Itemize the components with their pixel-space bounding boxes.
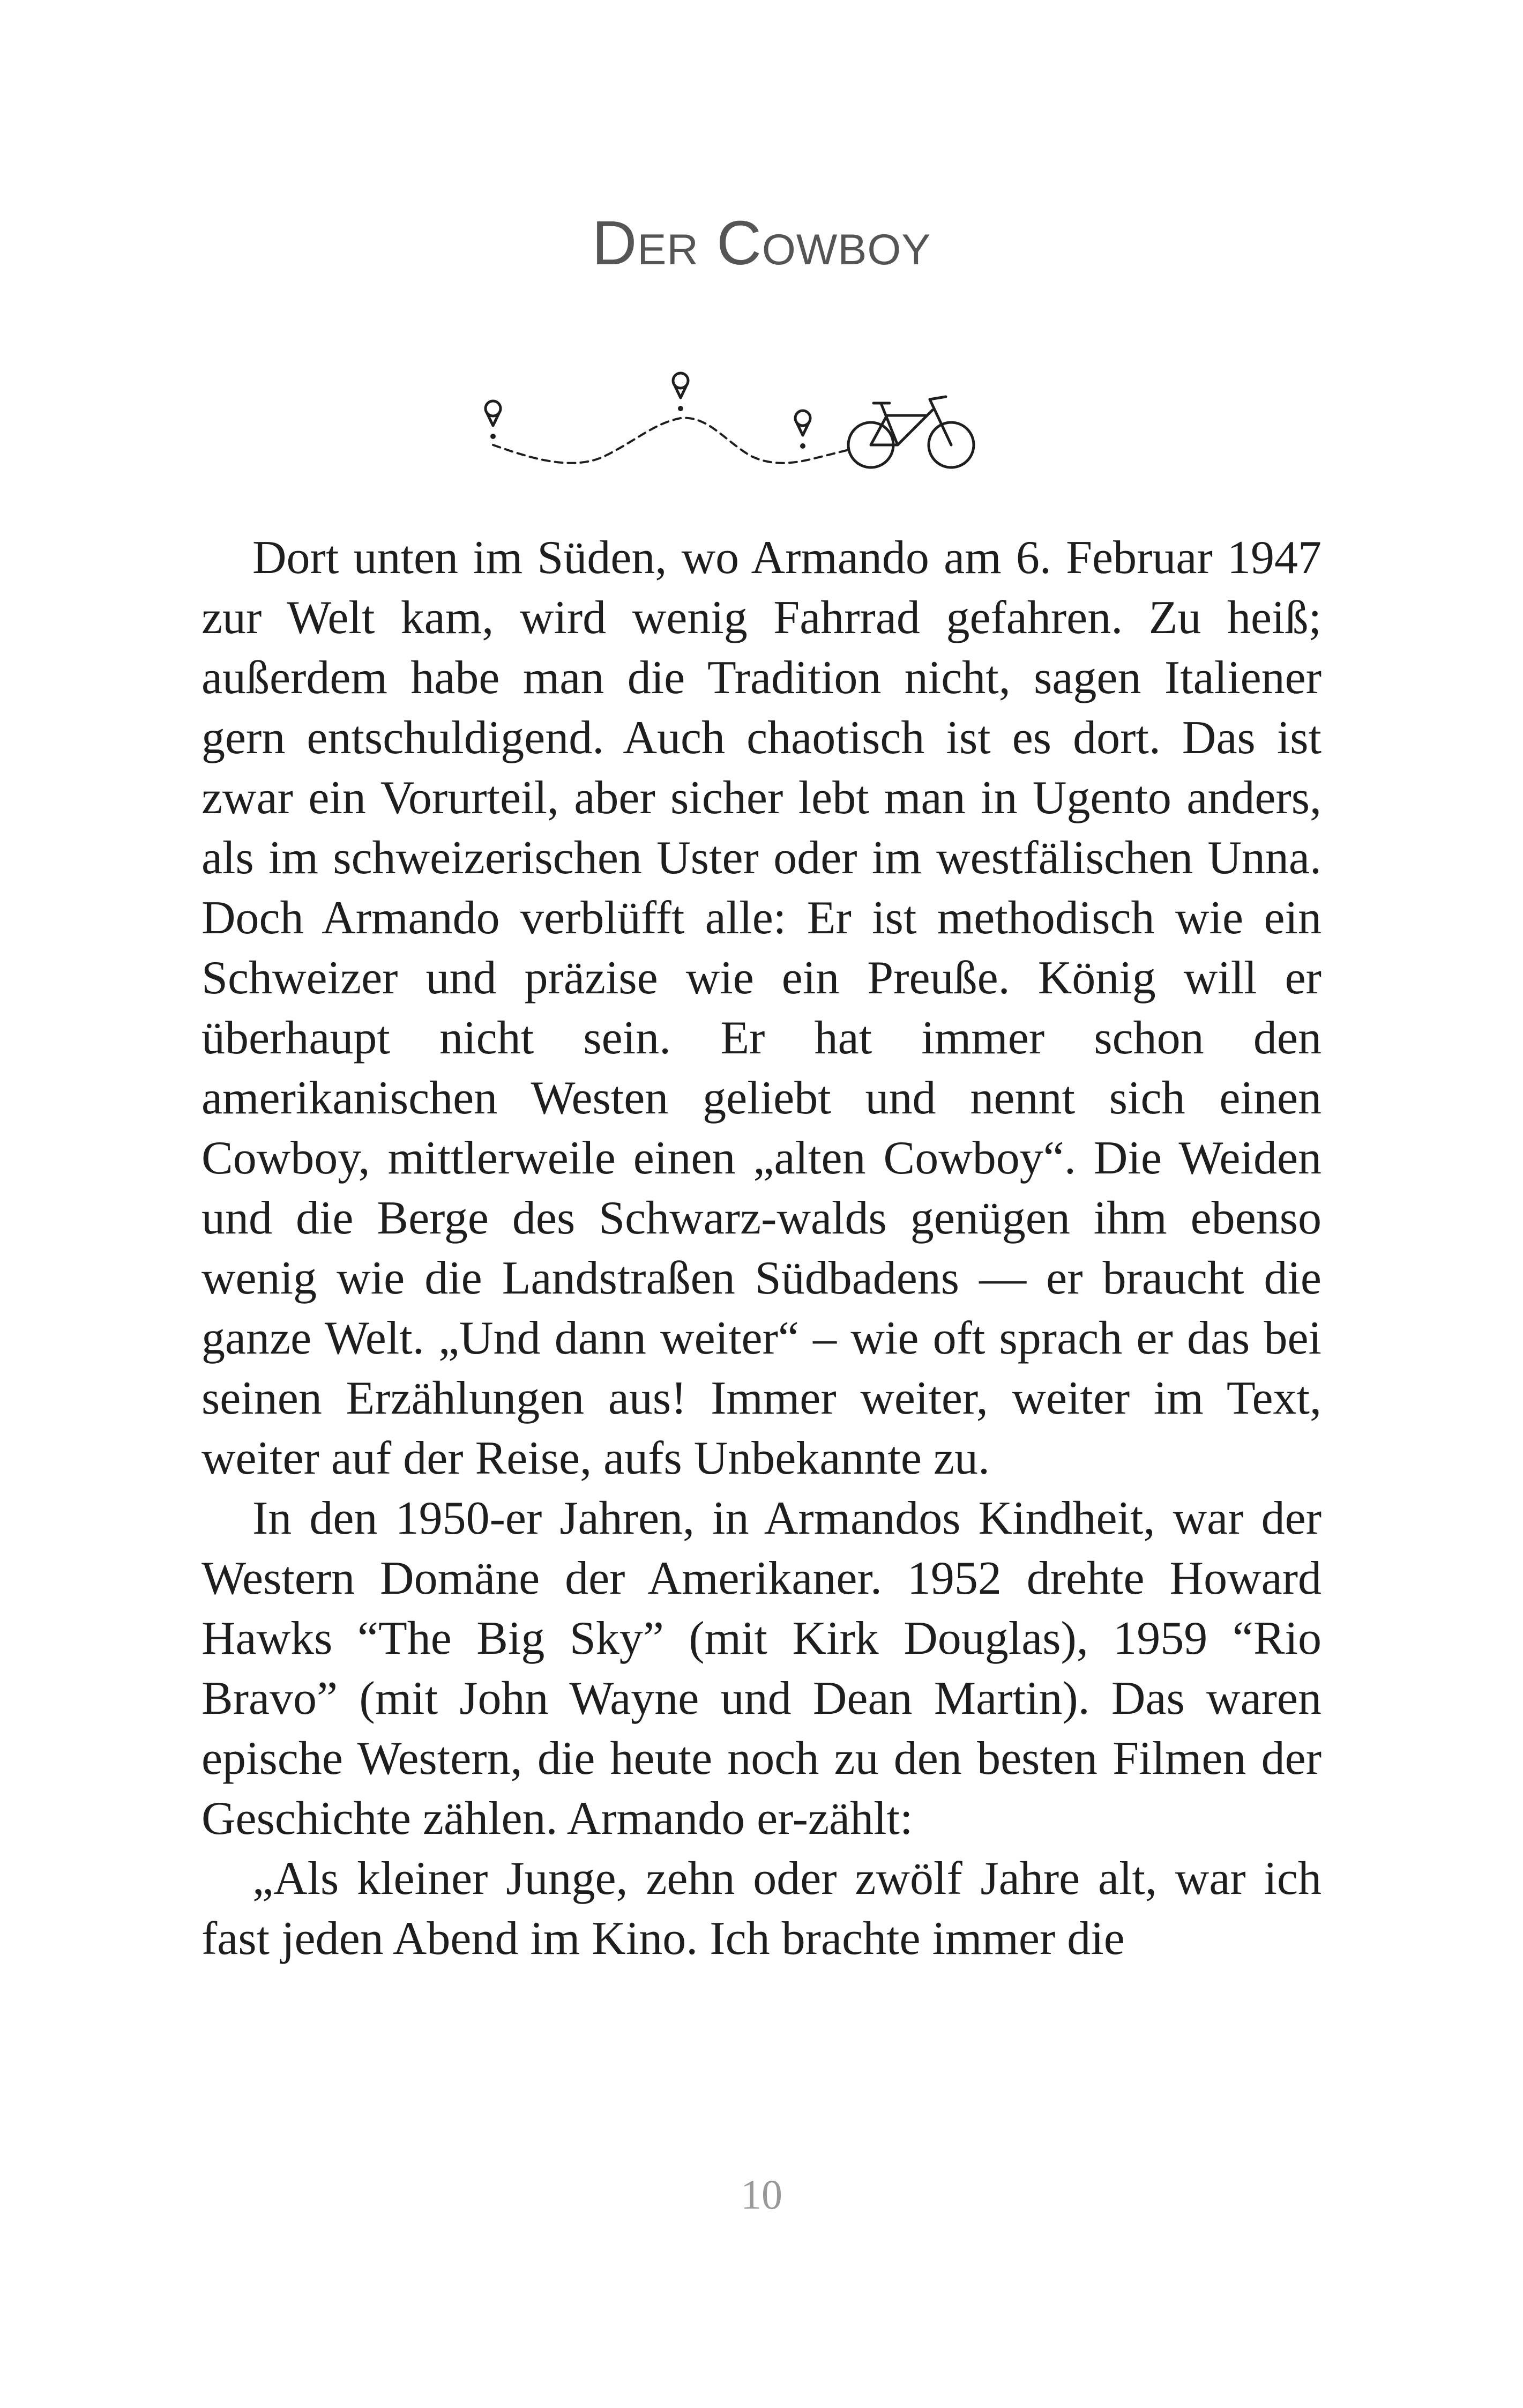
page-number: 10 — [741, 2171, 782, 2218]
paragraph: Dort unten im Süden, wo Armando am 6. Februar 1947 zur Welt kam, wird wenig Fahrrad gefahren. Zu heiß; außerdem habe man die Tradition nicht, sagen Italiener gern entschuldigend. Auch chaotisch ist es dort. Das ist zwar ein Vorurteil, aber sicher lebt man in Ugento anders, als im schweizerischen Uster oder im westfälischen Unna. Doch Armando verblüfft alle: Er ist methodisch wie ein Schweizer und präzise wie ein Preuße. König will er überhaupt nicht sein. Er hat immer schon den amerikanischen Westen geliebt und nennt sich einen Cowboy, mittlerweile einen „alten Cowboy“. Die Weiden und die Berge des Schwarz-walds genügen ihm ebenso wenig wie die Landstraßen Südbadens — er braucht die ganze Welt. „Und dann weiter“ – wie oft sprach er das bei seinen Erzählungen aus! Immer weiter, weiter im Text, weiter auf der Reise, aufs Unbekannte zu. — [201, 532, 1322, 1484]
map-pin-icon — [795, 411, 810, 449]
bicycle-icon — [848, 397, 974, 467]
map-pin-icon — [483, 378, 503, 439]
paragraph: „Als kleiner Junge, zehn oder zwölf Jahre alt, war ich fast jeden Abend im Kino. Ich brachte immer die — [201, 1853, 1322, 1965]
map-pin-icon — [673, 373, 688, 411]
body-text — [201, 528, 1322, 1969]
paragraph: In den 1950-er Jahren, in Armandos Kindheit, war der Western Domäne der Amerikaner. 1952 drehte Howard Hawks “The Big Sky” (mit Kirk Douglas), 1959 “Rio Bravo” (mit John Wayne und Dean Martin). Das waren epische Western, die heute noch zu den besten Filmen der Geschichte zählen. Armando er-zählt: — [201, 1492, 1322, 1845]
route-ornament — [472, 365, 1029, 493]
chapter-title: Der Cowboy — [592, 208, 931, 278]
dotted-route-line — [493, 418, 847, 463]
